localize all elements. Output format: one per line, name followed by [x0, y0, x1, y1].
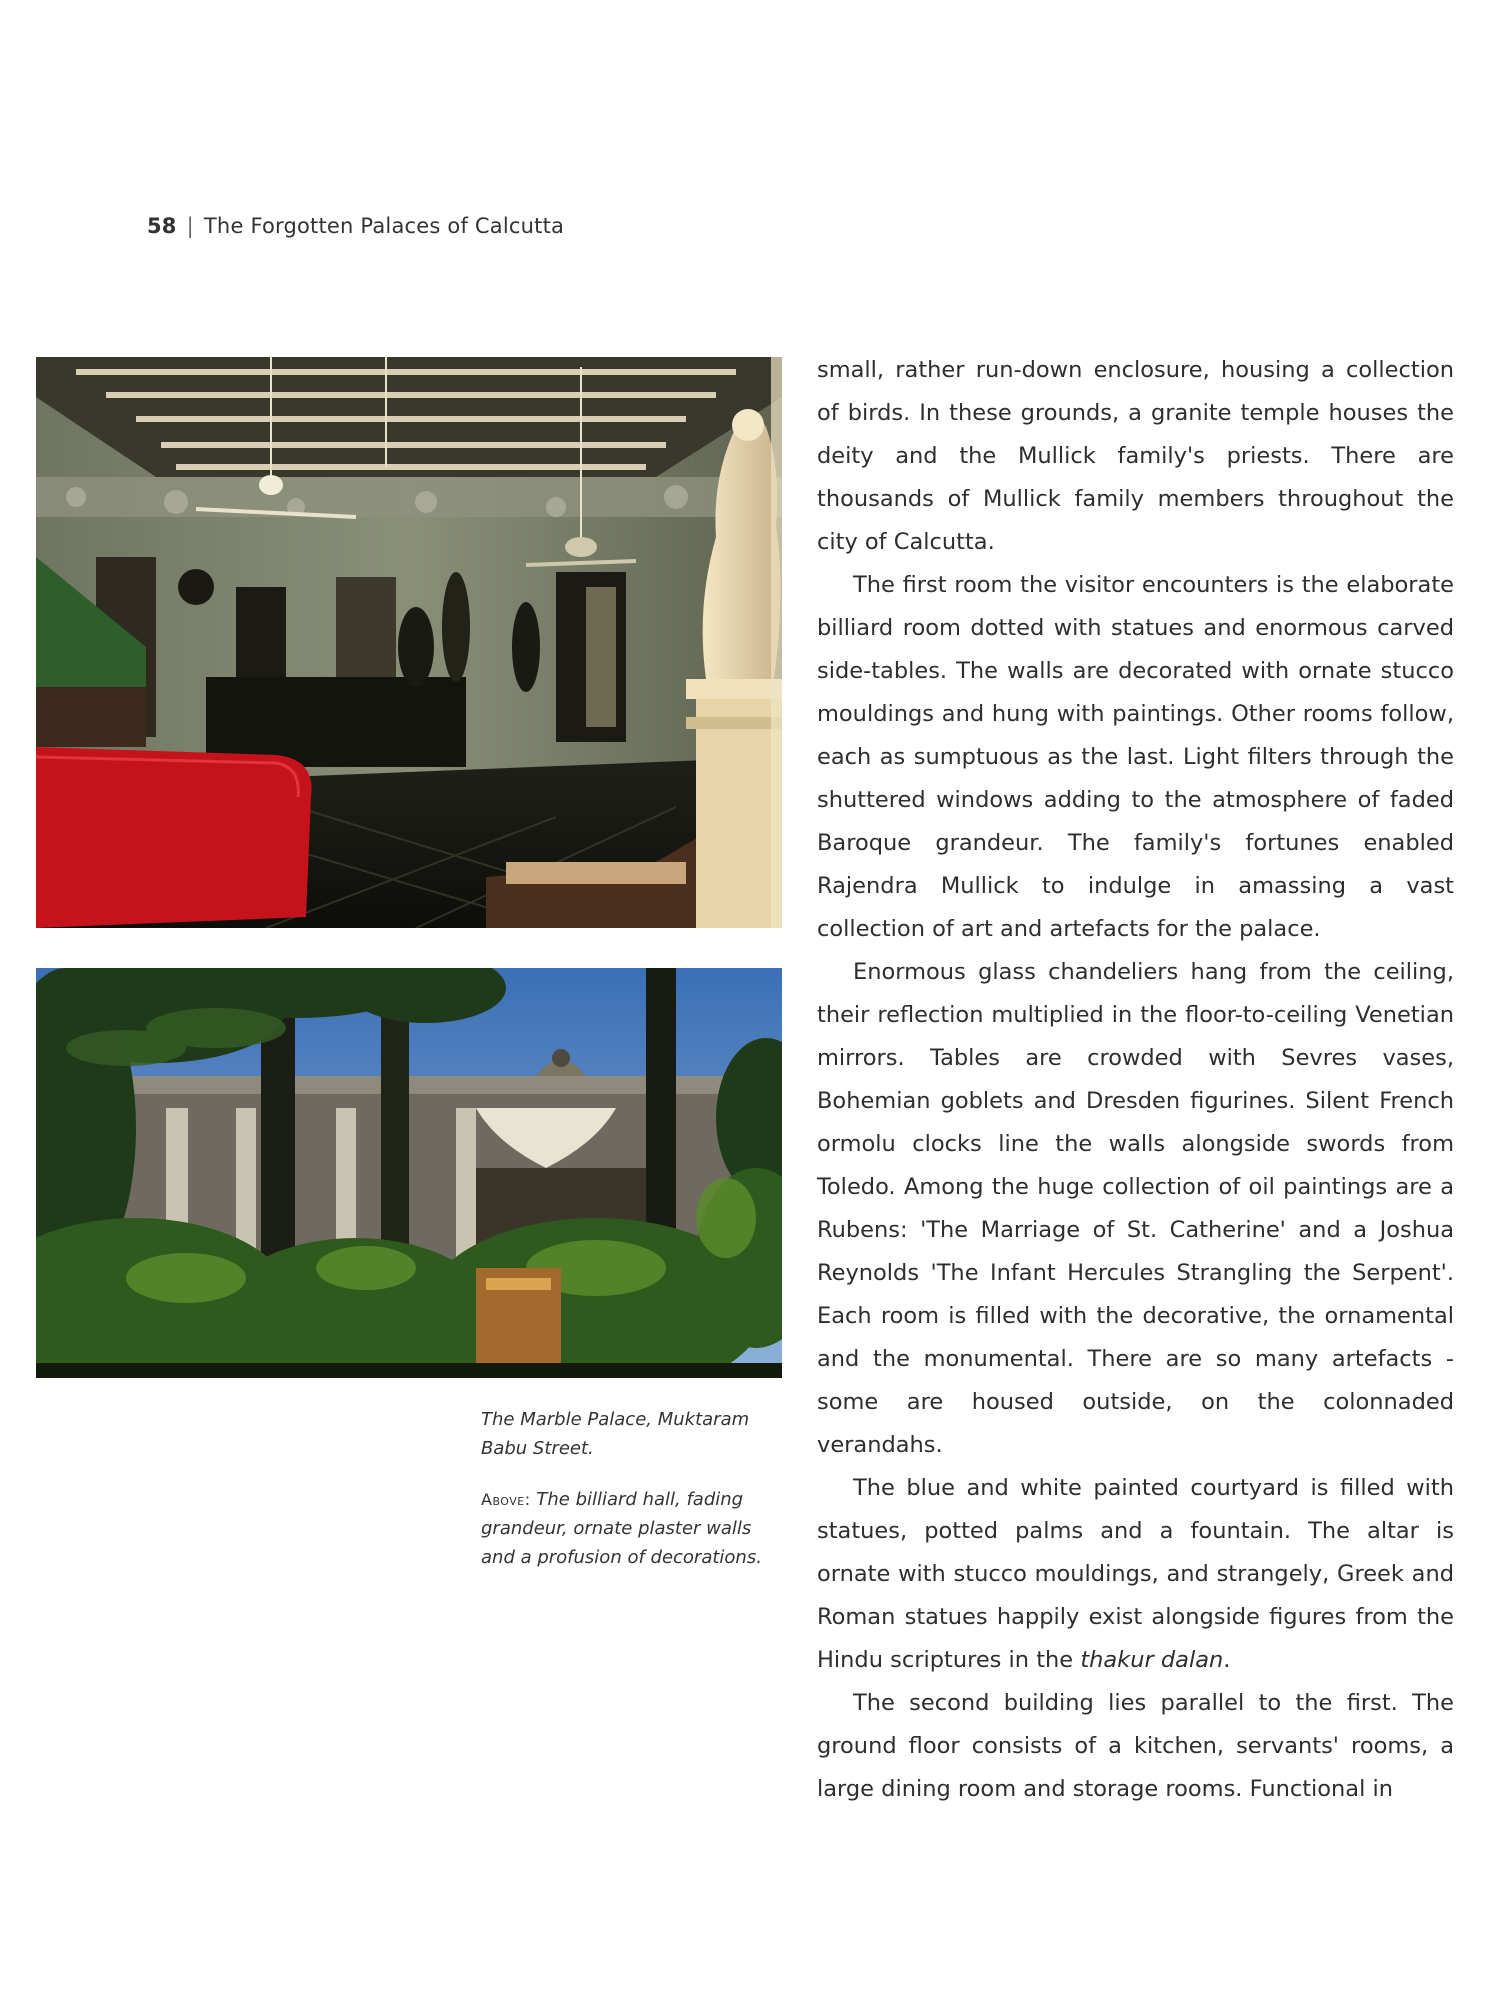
book-title: The Forgotten Palaces of Calcutta — [203, 214, 565, 238]
body-paragraph-2: The first room the visitor encounters is the elaborate billiard room dotted with statues and enormous carved side-tables. The walls are decorated with ornate stucco mouldings and hung with paintings. Other rooms follow, each as sumptuous as the last. Light filters through the shuttered windows adding to the atmosphere of faded Baroque grandeur. The family's fortunes enabled Rajendra Mullick to indulge in amassing a vast collection of art and artefacts for the palace. — [817, 572, 1454, 942]
caption-above-text: The billiard hall, fading grandeur, ornate plaster walls and a profusion of decorations. — [481, 1489, 762, 1568]
body-paragraph-5: The second building lies parallel to the first. The ground floor consists of a kitchen, servants' rooms, a large dining room and storage rooms. Functional in — [817, 1690, 1454, 1802]
caption-top-photo — [481, 1485, 781, 1572]
caption-above-label: Above: — [481, 1490, 531, 1509]
thakur-dalan-term: thakur dalan — [1080, 1647, 1224, 1673]
body-paragraph-1: small, rather run-down enclosure, housing a collection of birds. In these grounds, a granite temple houses the deity and the Mullick family's priests. There are thousands of Mullick family members throughout the city of Calcutta. — [817, 357, 1454, 555]
body-paragraph-4-text: The blue and white painted courtyard is filled with statues, potted palms and a fountain. The altar is ornate with stucco mouldings, and strangely, Greek and Roman statues happily exist alongside figures from the Hindu scriptures in the — [817, 1475, 1454, 1673]
marble-palace-exterior-photo — [36, 968, 782, 1378]
photo-captions — [481, 1405, 781, 1594]
caption-bottom-photo: The Marble Palace, Muktaram Babu Street. — [481, 1409, 750, 1459]
billiard-hall-photo — [36, 357, 782, 928]
body-text-column — [817, 349, 1454, 1811]
body-paragraph-3: Enormous glass chandeliers hang from the ceiling, their reflection multiplied in the floor-to-ceiling Venetian mirrors. Tables are crowded with Sevres vases, Bohemian goblets and Dresden figurines. Silent French ormolu clocks line the walls alongside swords from Toledo. Among the huge collection of oil paintings are a Rubens: 'The Marriage of St. Catherine' and a Joshua Reynolds 'The Infant Hercules Strangling the Serpent'. Each room is filled with the decorative, the ornamental and the monumental. There are so many artefacts - some are housed outside, on the colonnaded verandahs. — [817, 959, 1454, 1458]
body-paragraph-4 — [817, 1467, 1454, 1682]
page-number: 58 — [147, 214, 177, 238]
running-header — [147, 214, 564, 238]
header-separator: | — [186, 214, 194, 238]
body-paragraph-4-end: . — [1223, 1647, 1231, 1673]
